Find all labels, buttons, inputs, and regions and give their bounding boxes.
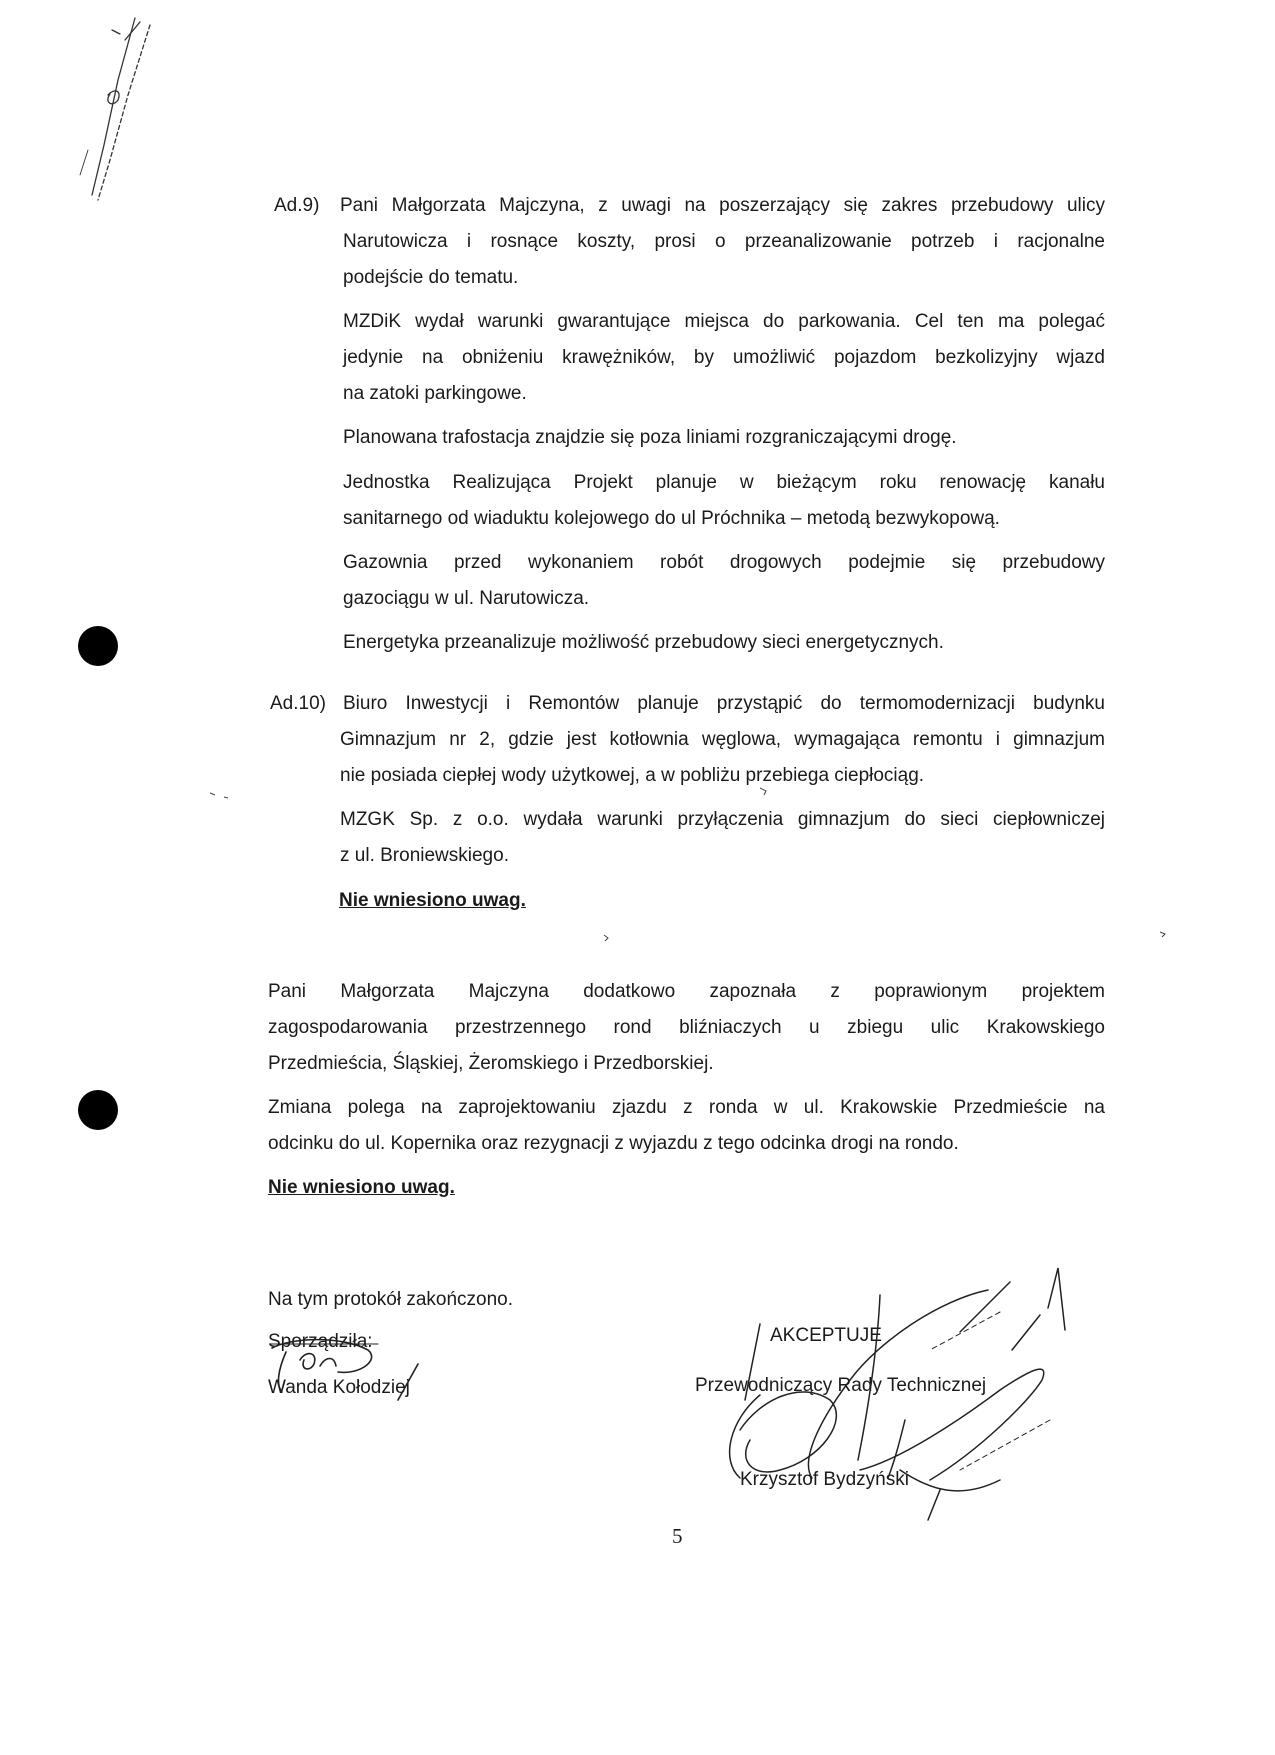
extra-p1-line2: zagospodarowania przestrzennego rond bliźniaczych u zbiegu ulic Krakowskiego <box>268 1017 1105 1038</box>
ad10-label: Ad.10) <box>270 693 326 714</box>
extra-p1-line3: Przedmieścia, Śląskiej, Żeromskiego i Przedborskiej. <box>268 1053 714 1074</box>
prepared-by-label: Sporządziła: <box>268 1331 373 1352</box>
accepted-label: AKCEPTUJE <box>770 1325 882 1346</box>
ad9-p1-line1: Pani Małgorzata Majczyna, z uwagi na poszerzający się zakres przebudowy ulicy <box>340 195 1105 216</box>
ad10-p2-line1: MZGK Sp. z o.o. wydała warunki przyłączenia gimnazjum do sieci ciepłowniczej <box>340 809 1105 830</box>
ad9-p2-line2: jedynie na obniżeniu krawężników, by umożliwić pojazdom bezkolizyjny wjazd <box>343 347 1105 368</box>
ad9-p2-line1: MZDiK wydał warunki gwarantujące miejsca do parkowania. Cel ten ma polegać <box>343 311 1105 332</box>
ad9-p6-line1: Energetyka przeanalizuje możliwość przebudowy sieci energetycznych. <box>343 632 944 653</box>
ad9-p2-line3: na zatoki parkingowe. <box>343 383 527 404</box>
ad10-p1-line1: Biuro Inwestycji i Remontów planuje przystąpić do termomodernizacji budynku <box>343 693 1105 714</box>
accepted-name: Krzysztof Bydzyński <box>740 1469 909 1490</box>
ad10-p1-line2: Gimnazjum nr 2, gdzie jest kotłownia węglowa, wymagająca remontu i gimnazjum <box>340 729 1105 750</box>
ad9-p1-line2: Narutowicza i rosnące koszty, prosi o przeanalizowanie potrzeb i racjonalne <box>343 231 1105 252</box>
ad10-no-remarks: Nie wniesiono uwag. <box>339 890 526 911</box>
extra-p2-line2: odcinku do ul. Kopernika oraz rezygnacji z wyjazdu z tego odcinka drogi na rondo. <box>268 1133 959 1154</box>
ad10-p1-line3: nie posiada ciepłej wody użytkowej, a w pobliżu przebiega ciepłociąg. <box>340 765 925 786</box>
ad9-p4-line2: sanitarnego od wiaduktu kolejowego do ul Próchnika – metodą bezwykopową. <box>343 508 1000 529</box>
ad9-p5-line2: gazociągu w ul. Narutowicza. <box>343 588 590 609</box>
ad10-p2-line2: z ul. Broniewskiego. <box>340 845 509 866</box>
page-number: 5 <box>672 1524 683 1548</box>
extra-p1-line1: Pani Małgorzata Majczyna dodatkowo zapoznała z poprawionym projektem <box>268 981 1105 1002</box>
punch-hole <box>78 626 118 666</box>
ad9-p5-line1: Gazownia przed wykonaniem robót drogowych podejmie się przebudowy <box>343 552 1105 573</box>
closing-text: Na tym protokół zakończono. <box>268 1289 514 1310</box>
extra-p2-line1: Zmiana polega na zaprojektowaniu zjazdu z ronda w ul. Krakowskie Przedmieście na <box>268 1097 1105 1118</box>
prepared-by-name: Wanda Kołodziej <box>268 1377 410 1398</box>
ad9-p3-line1: Planowana trafostacja znajdzie się poza liniami rozgraniczającymi drogę. <box>343 427 957 448</box>
ad9-label: Ad.9) <box>274 195 320 216</box>
extra-no-remarks: Nie wniesiono uwag. <box>268 1177 455 1198</box>
accepted-role: Przewodniczący Rady Technicznej <box>695 1375 987 1396</box>
ad9-p1-line3: podejście do tematu. <box>343 267 519 288</box>
ad9-p4-line1: Jednostka Realizująca Projekt planuje w bieżącym roku renowację kanału <box>343 472 1105 493</box>
punch-hole <box>78 1090 118 1130</box>
